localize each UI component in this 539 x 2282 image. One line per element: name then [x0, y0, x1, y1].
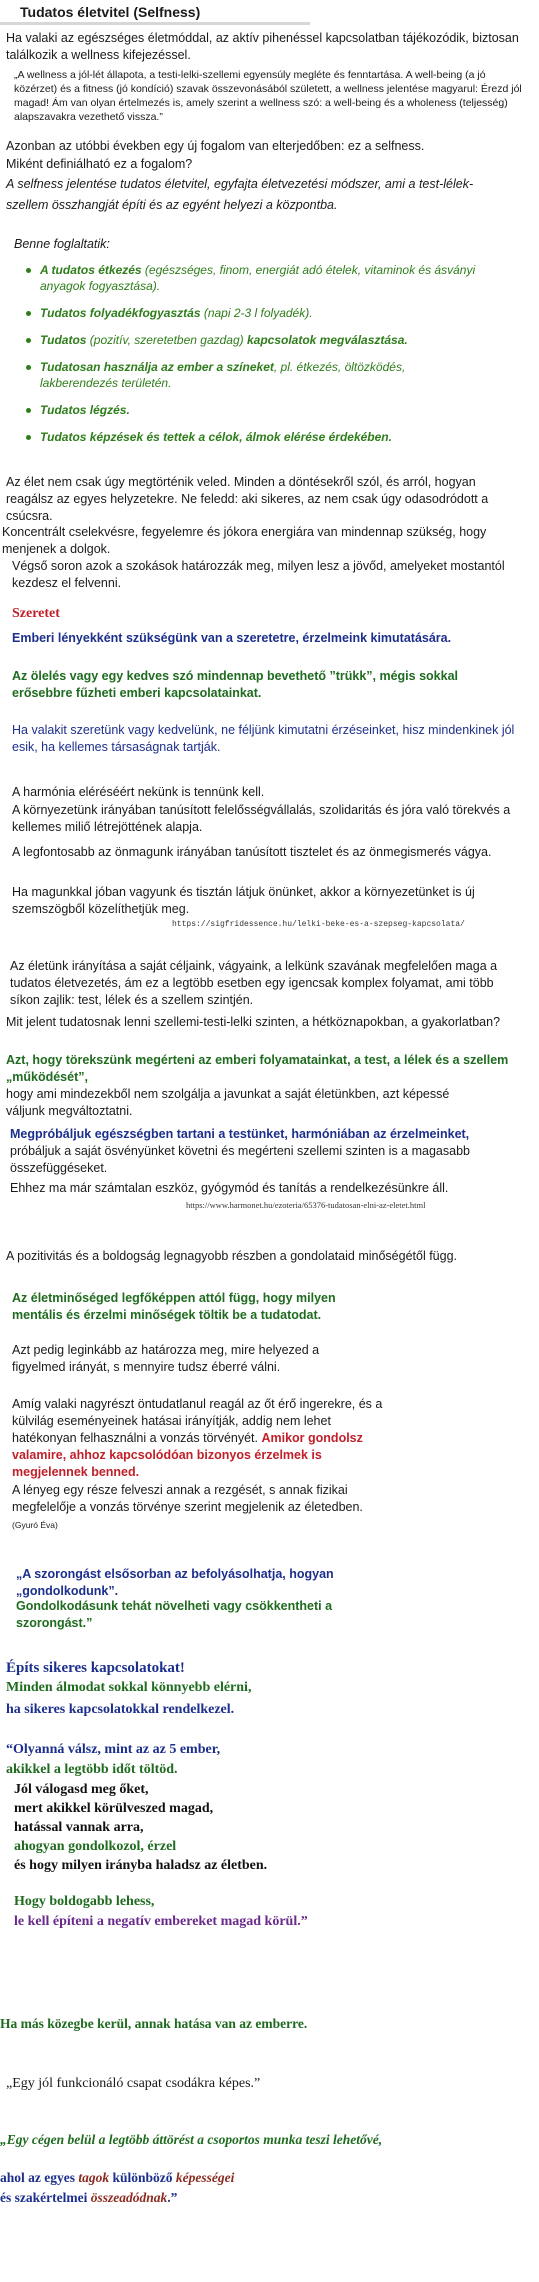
elet-paragraph: Az élet nem csak úgy megtörténik veled. Minden a döntésekről szól, és arról, hogyan reagálsz az egyes helyzetekre. Ne feledd: aki sikeres, az nem csak úgy odasodródott a csúcsra. [6, 475, 489, 523]
wellness-quote: „A wellness a jól-lét állapota, a testi-lelki-szellemi egyensúly megléte és fenntartása. A well-being (a jó közérzet) és a fitness (jó kondíció) szavak összevonásából született, a wellness jelentése magyarul: Érezd jól magad! Ám van olyan értelmezés is, amely szerint a wellness szó: a well-being és a wholeness (teljesség) alapszavakra vezethető vissza.” [14, 69, 522, 123]
koncentralt-paragraph: Koncentrált cselekvésre, fegyelemre és jókora energiára van mindennap szükség, hogy menjenek a dolgok. [2, 525, 487, 556]
pozitiv-paragraph: A pozitivitás és a boldogság legnagyobb részben a gondolataid minőségétől függ. [6, 1249, 458, 1263]
list-item: Tudatos légzés. [40, 402, 480, 418]
jol-line-5: és hogy milyen irányba haladsz az életben. [14, 1858, 268, 1873]
source-link-1[interactable]: https://sigfridessence.hu/lelki-beke-es-a-szepseg-kapcsolata/ [172, 920, 465, 929]
page-title: Tudatos életvitel (Selfness) [20, 4, 201, 20]
olyanna-line-1: “Olyanná válsz, mint az az 5 ember, [6, 1742, 221, 1757]
eletminoseg-bold: Az életminőséged legfőképpen attól függ, hogy milyen mentális és érzelmi minőségek töltik be a tudatodat. [12, 1291, 336, 1322]
mit-paragraph: Mit jelent tudatosnak lenni szellemi-testi-lelki szinten, a hétköznapokban, a gyakorlatban? [6, 1015, 501, 1029]
intro-paragraph: Ha valaki az egészséges életmóddal, az aktív pihenéssel kapcsolatban tájékozódik, biztosan találkozik a wellness kifejezéssel. [6, 31, 519, 62]
hogy-box [0, 1886, 360, 1936]
hogy-line-1: Hogy boldogabb lehess, [14, 1894, 155, 1909]
list-item: Tudatos folyadékfogyasztás (napi 2-3 l folyadék). [40, 305, 480, 321]
azt-bold: Azt, hogy törekszünk megérteni az emberi folyamatainkat, a test, a lélek és a szellem „működését”, [6, 1053, 509, 1084]
harmonia-line-1: A harmónia eléréséért nekünk is tennünk kell. [12, 785, 265, 799]
amig-paragraph: Amíg valaki nagyrészt öntudatlanul reagál az őt érő ingerekre, és a külvilág eseményeinek hatásai irányítják, addig nem lehet hatékonyan felhasználni a vonzás törvényét. Amikor gondolsz valamire, ahhoz kapcsolódóan bizonyos érzelmek is megjelennek benned. [12, 1397, 383, 1479]
selfness-question: Miként definiálható ez a fogalom? [6, 157, 193, 171]
olyanna-line-2: akikkel a legtöbb időt töltöd. [6, 1762, 178, 1777]
eletunk-paragraph: Az életünk irányítása a saját céljaink, vágyaink, a lelkünk szavának megfelelően maga a tudatos életvezetés, ám ez a legtöbb esetben egy igencsak komplex folyamat, ami több síkon zajlik: test, lélek és a szellem szintjén. [10, 959, 498, 1007]
list-item: Tudatosan használja az ember a színeket, pl. étkezés, öltözködés, lakberendezés területén. [40, 359, 480, 391]
azt-rest: hogy ami mindezekből nem szolgálja a javunkat a saját életünkben, azt képessé váljunk megváltoztatni. [6, 1087, 450, 1118]
megprobaljuk-paragraph: Megpróbáljuk egészségben tartani a testünket, harmóniában az érzelmeinket, próbáljuk a saját ösvényünket követni és megérteni szellemi szinten is a magasabb összefüggéseket. [10, 1127, 470, 1175]
csapat-line: „Egy jól funkcionáló csapat csodákra képes.” [6, 2076, 261, 2091]
hogy-line-2: le kell építeni a negatív embereket magad körül.” [14, 1914, 308, 1929]
benne-label: Benne foglaltatik: [14, 237, 110, 251]
szorongas-line-2: Gondolkodásunk tehát növelheti vagy csökkentheti a szorongást.” [16, 1599, 333, 1630]
ceg-line-1: „Egy cégen belül a legtöbb áttörést a csoportos munka teszi lehetővé, [0, 2132, 383, 2147]
szeretet-line-1: Emberi lényekként szükségünk van a szeretetre, érzelmeink kimutatására. [12, 631, 452, 645]
ehhez-paragraph: Ehhez ma már számtalan eszköz, gyógymód és tanítás a rendelkezésünkre áll. [10, 1181, 449, 1195]
title-underline [0, 22, 310, 25]
jol-line-1: Jól válogasd meg őket, [14, 1782, 149, 1797]
list-item: Tudatos képzések és tettek a célok, álmok elérése érdekében. [40, 429, 480, 445]
source-link-2[interactable]: https://www.harmonet.hu/ezoteria/65376-tudatosan-elni-az-eletet.html [186, 1200, 426, 1210]
selfness-definition: A selfness jelentése tudatos életvitel, egyfajta életvezetési módszer, ami a test-lélek-szellem összhangját építi és az egyént helyezi a központba. [6, 177, 474, 212]
lenyeg-paragraph: A lényeg egy része felveszi annak a rezgését, s annak fizikai megfelelője a vonzás törvénye szerint megjelenik az életedben. (Gyuró Éva) [12, 1483, 363, 1530]
harmonia-line-3: A legfontosabb az önmagunk irányában tanúsított tisztelet és az önmegismerés vágya. [12, 845, 492, 859]
epits-line-2: Minden álmodat sokkal könnyebb elérni, [6, 1680, 252, 1695]
szeretet-line-2: Az ölelés vagy egy kedves szó mindennap bevethető ”trükk”, mégis sokkal erősebbre fűzheti emberi kapcsolatainkat. [12, 669, 458, 700]
eletminoseg-rest: Azt pedig leginkább az határozza meg, mire helyezed a figyelmed irányát, s mennyire tudsz éberré válni. [12, 1343, 320, 1374]
list-item: Tudatos (pozitív, szeretetben gazdag) kapcsolatok megválasztása. [40, 332, 480, 348]
jol-line-2: mert akikkel körülveszed magad, [14, 1801, 214, 1816]
szeretet-heading: Szeretet [12, 606, 60, 621]
szeretet-line-3: Ha valakit szeretünk vagy kedvelünk, ne féljünk kimutatni érzéseinket, hisz mindenkinek jól esik, ha kellemes társaságnak tartják. [12, 723, 515, 754]
jol-line-4: ahogyan gondolkozol, érzel [14, 1839, 177, 1854]
ceg-line-3: és szakértelmei összeadódnak.” [0, 2190, 178, 2205]
ceg-line-2: ahol az egyes tagok különböző képességei [0, 2170, 235, 2185]
harmonia-line-4: Ha magunkkal jóban vagyunk és tisztán látjuk önünket, akkor a környezetünket is új szemszögből közelíthetjük meg. [12, 885, 475, 916]
epits-line-3: ha sikeres kapcsolatokkal rendelkezel. [6, 1702, 235, 1717]
benne-list [10, 262, 480, 456]
szorongas-line-1: „A szorongást elsősorban az befolyásolhatja, hogyan „gondolkodunk”. [16, 1567, 334, 1598]
selfness-intro: Azonban az utóbbi években egy új fogalom van elterjedőben: ez a selfness. [6, 139, 425, 153]
epits-heading: Építs sikeres kapcsolatokat! [6, 1660, 185, 1676]
harmonia-line-2: A környezetünk irányában tanúsított felelősségvállalás, szolidaritás és jóra való törekvés a kellemes miliő létrejöttének alapja. [12, 803, 511, 834]
jol-line-3: hatással vannak arra, [14, 1820, 144, 1835]
vegso-paragraph: Végső soron azok a szokások határozzák meg, milyen lesz a jövőd, amelyeket mostantól kezdesz el felvenni. [12, 559, 505, 590]
list-item: A tudatos étkezés (egészséges, finom, energiát adó ételek, vitaminok és ásványi anyagok fogyasztása). [40, 262, 480, 294]
kozeg-line: Ha más közegbe kerül, annak hatása van az emberre. [0, 2016, 308, 2031]
